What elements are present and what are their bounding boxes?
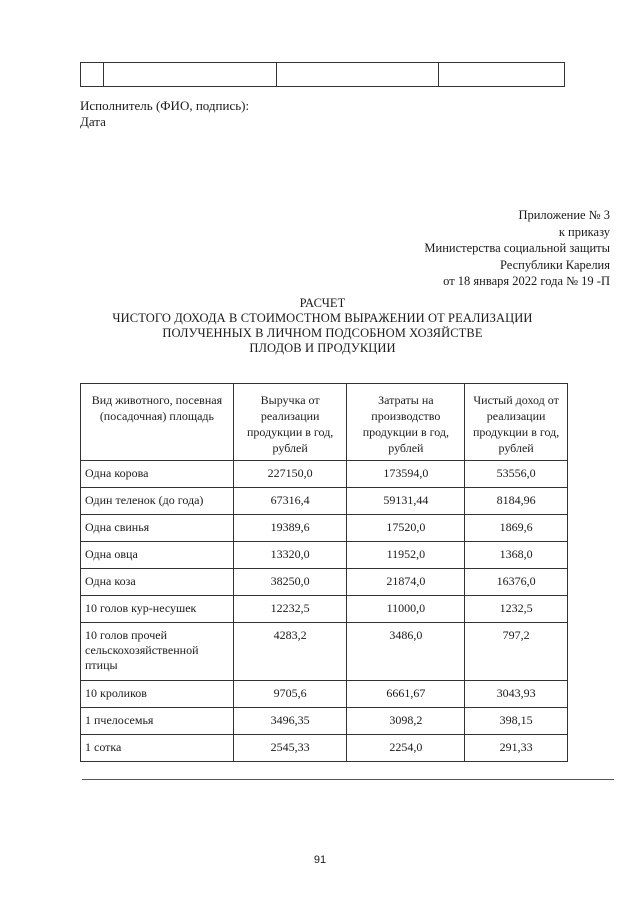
table-divider (276, 63, 277, 86)
title-line: ПОЛУЧЕННЫХ В ЛИЧНОМ ПОДСОБНОМ ХОЗЯЙСТВЕ (162, 326, 483, 340)
table-row (81, 461, 568, 488)
cell-name: 1 сотка (81, 735, 234, 762)
cell-name: Одна корова (81, 461, 234, 488)
table-row (81, 681, 568, 708)
cell-net: 797,2 (465, 623, 568, 681)
table-row (81, 735, 568, 762)
table-divider (438, 63, 439, 86)
table-row (81, 515, 568, 542)
cell-revenue: 3496,35 (233, 708, 347, 735)
title-line: ЧИСТОГО ДОХОДА В СТОИМОСТНОМ ВЫРАЖЕНИИ ОТ РЕАЛИЗАЦИИ (112, 311, 533, 325)
cell-revenue: 67316,4 (233, 488, 347, 515)
cell-name: 10 голов прочей сельскохозяйственной птицы (81, 623, 234, 681)
cell-name: Один теленок (до года) (81, 488, 234, 515)
table-row (81, 596, 568, 623)
appendix-block (424, 207, 610, 290)
title-line: ПЛОДОВ И ПРОДУКЦИИ (249, 341, 396, 355)
cell-revenue: 19389,6 (233, 515, 347, 542)
table-row (81, 623, 568, 681)
appendix-line: от 18 января 2022 года № 19 -П (443, 274, 610, 288)
cell-net: 291,33 (465, 735, 568, 762)
cell-net: 1232,5 (465, 596, 568, 623)
cell-revenue: 2545,33 (233, 735, 347, 762)
column-header: Выручка от реализации продукции в год, рублей (233, 384, 347, 461)
cell-name: 10 голов кур-несушек (81, 596, 234, 623)
cell-costs: 11952,0 (347, 542, 465, 569)
table-row (81, 488, 568, 515)
cell-costs: 3486,0 (347, 623, 465, 681)
cell-costs: 59131,44 (347, 488, 465, 515)
cell-revenue: 38250,0 (233, 569, 347, 596)
table-row (81, 542, 568, 569)
cell-revenue: 227150,0 (233, 461, 347, 488)
cell-costs: 173594,0 (347, 461, 465, 488)
top-empty-table (80, 62, 565, 87)
cell-costs: 6661,67 (347, 681, 465, 708)
table-row (81, 569, 568, 596)
table-row (81, 708, 568, 735)
appendix-line: к приказу (558, 224, 610, 239)
appendix-line: Республики Карелия (499, 257, 610, 272)
cell-net: 16376,0 (465, 569, 568, 596)
column-header: Вид животного, посевная (посадочная) площадь (81, 384, 234, 461)
cell-name: 1 пчелосемья (81, 708, 234, 735)
executor-label: Исполнитель (ФИО, подпись): (80, 98, 250, 113)
appendix-line: Приложение № 3 (518, 208, 610, 222)
cell-costs: 21874,0 (347, 569, 465, 596)
cell-net: 3043,93 (465, 681, 568, 708)
cell-net: 53556,0 (465, 461, 568, 488)
cell-name: 10 кроликов (81, 681, 234, 708)
cell-revenue: 9705,6 (233, 681, 347, 708)
document-title (80, 296, 565, 356)
cell-name: Одна коза (81, 569, 234, 596)
date-label: Дата (80, 114, 106, 129)
cell-name: Одна овца (81, 542, 234, 569)
cell-net: 1869,6 (465, 515, 568, 542)
cell-net: 1368,0 (465, 542, 568, 569)
column-header: Затраты на производство продукции в год, рублей (347, 384, 465, 461)
cell-name: Одна свинья (81, 515, 234, 542)
cell-net: 8184,96 (465, 488, 568, 515)
cell-revenue: 12232,5 (233, 596, 347, 623)
appendix-line: Министерства социальной защиты (424, 241, 610, 255)
table-divider (103, 63, 104, 86)
cell-net: 398,15 (465, 708, 568, 735)
cell-costs: 3098,2 (347, 708, 465, 735)
table-header-row (81, 384, 568, 461)
cell-costs: 2254,0 (347, 735, 465, 762)
cell-revenue: 4283,2 (233, 623, 347, 681)
cell-costs: 11000,0 (347, 596, 465, 623)
bottom-divider (82, 779, 614, 780)
column-header: Чистый доход от реализации продукции в год, рублей (465, 384, 568, 461)
cell-revenue: 13320,0 (233, 542, 347, 569)
title-line: РАСЧЕТ (299, 296, 346, 310)
page-number: 91 (313, 854, 327, 866)
cell-costs: 17520,0 (347, 515, 465, 542)
income-table (80, 383, 568, 762)
